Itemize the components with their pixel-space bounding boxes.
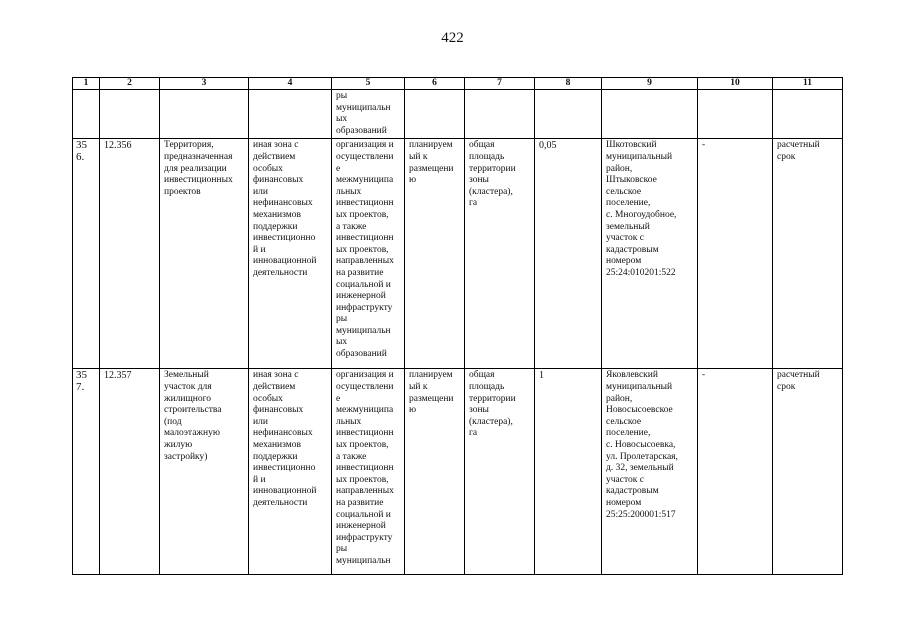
zone-cell: - bbox=[698, 139, 773, 369]
page-number: 422 bbox=[441, 30, 464, 46]
purpose-cell: организация и осуществлени е межмуниципа льных инвестиционн ых проектов, а также инвестиционн ых проектов, направленных на развитие социальной и инженерной инфраструкту ры муниципальн bbox=[332, 369, 405, 575]
zone-type-cell: иная зона с действием особых финансовых или нефинансовых механизмов поддержки инвестиционно й и инновационной деятельности bbox=[249, 369, 332, 575]
status-cell: планируем ый к размещени ю bbox=[405, 369, 465, 575]
row-number-cell bbox=[73, 90, 100, 139]
object-name-cell bbox=[160, 90, 249, 139]
table-row-357 bbox=[73, 369, 843, 575]
location-cell: Шкотовский муниципальный район, Штыковское сельское поселение, с. Многоудобное, земельный участок с кадастровым номером 25:24:010201:522 bbox=[602, 139, 698, 369]
value-cell bbox=[535, 90, 602, 139]
table-row-continuation bbox=[73, 90, 843, 139]
characteristic-cell bbox=[465, 90, 535, 139]
purpose-cell: организация и осуществлени е межмуниципа льных инвестиционн ых проектов, а также инвестиционн ых проектов, направленных на развитие социальной и инженерной инфраструкту ры муниципальн ых образований bbox=[332, 139, 405, 369]
column-number: 5 bbox=[332, 78, 405, 90]
zone-type-cell: иная зона с действием особых финансовых или нефинансовых механизмов поддержки инвестиционно й и инновационной деятельности bbox=[249, 139, 332, 369]
column-number: 11 bbox=[773, 78, 843, 90]
column-number: 7 bbox=[465, 78, 535, 90]
column-number: 1 bbox=[73, 78, 100, 90]
status-cell bbox=[405, 90, 465, 139]
column-number: 8 bbox=[535, 78, 602, 90]
code-cell bbox=[100, 90, 160, 139]
value-cell: 0,05 bbox=[535, 139, 602, 369]
term-cell: расчетный срок bbox=[773, 139, 843, 369]
column-number: 3 bbox=[160, 78, 249, 90]
column-number: 6 bbox=[405, 78, 465, 90]
zone-cell: - bbox=[698, 369, 773, 575]
column-number: 10 bbox=[698, 78, 773, 90]
location-cell bbox=[602, 90, 698, 139]
data-table bbox=[72, 77, 843, 575]
column-number: 2 bbox=[100, 78, 160, 90]
column-number: 9 bbox=[602, 78, 698, 90]
object-name-cell: Территория, предназначенная для реализации инвестиционных проектов bbox=[160, 139, 249, 369]
value-cell: 1 bbox=[535, 369, 602, 575]
code-cell: 12.357 bbox=[100, 369, 160, 575]
row-number-cell: 356. bbox=[73, 139, 100, 369]
term-cell bbox=[773, 90, 843, 139]
status-cell: планируем ый к размещени ю bbox=[405, 139, 465, 369]
code-cell: 12.356 bbox=[100, 139, 160, 369]
purpose-cell: ры муниципальн ых образований bbox=[332, 90, 405, 139]
zone-type-cell bbox=[249, 90, 332, 139]
zone-cell bbox=[698, 90, 773, 139]
column-number: 4 bbox=[249, 78, 332, 90]
row-number-cell: 357. bbox=[73, 369, 100, 575]
characteristic-cell: общая площадь территории зоны (кластера), га bbox=[465, 139, 535, 369]
characteristic-cell: общая площадь территории зоны (кластера), га bbox=[465, 369, 535, 575]
column-number-row bbox=[73, 78, 843, 90]
table-row-356 bbox=[73, 139, 843, 369]
object-name-cell: Земельный участок для жилищного строительства (под малоэтажную жилую застройку) bbox=[160, 369, 249, 575]
term-cell: расчетный срок bbox=[773, 369, 843, 575]
location-cell: Яковлевский муниципальный район, Новосысоевское сельское поселение, с. Новосысоевка, ул. Пролетарская, д. 32, земельный участок с кадастровым номером 25:25:200001:517 bbox=[602, 369, 698, 575]
